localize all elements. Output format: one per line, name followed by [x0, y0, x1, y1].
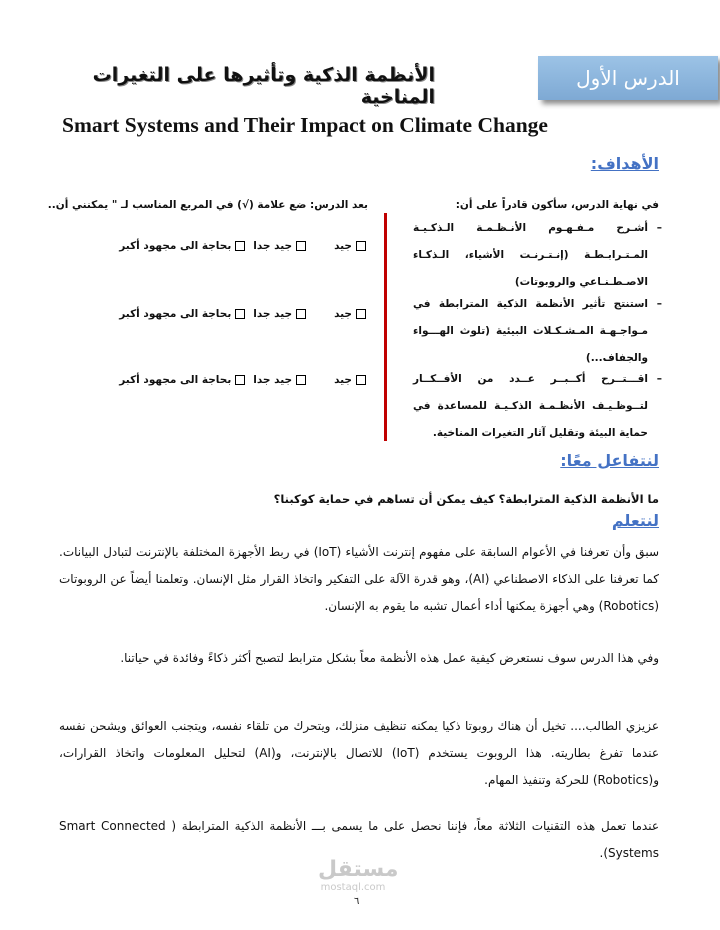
page-number: ٦	[354, 896, 360, 907]
page-title-arabic: الأنظمة الذكية وتأثيرها على التغيرات المناخية	[92, 64, 435, 108]
page-title-english: Smart Systems and Their Impact on Climate Change	[62, 113, 548, 137]
rating-label: بحاجة الى مجهود أكبر	[119, 308, 232, 320]
learn-paragraph: سبق وأن تعرفنا في الأعوام السابقة على مفهوم إنترنت الأشياء (IoT) في ربط الأجهزة المختلفة بالإنترنت لتبادل البيانات. كما تعرفنا على الذكاء الاصطناعي (AI)، وهو قدرة الآلة على التفكير واتخاذ القرار مثل الإنسان. وتعلمنا أيضاً عن الروبوتات (Robotics) وهي أجهزة يمكنها أداء أعمال تشبه ما يقوم به الإنسان.	[59, 545, 659, 613]
rating-option[interactable]	[119, 308, 247, 320]
rating-option[interactable]	[119, 374, 247, 386]
rating-option[interactable]	[253, 308, 308, 320]
watermark-logo	[318, 857, 399, 894]
rating-label: بحاجة الى مجهود أكبر	[119, 240, 232, 252]
learn-heading: لنتعلم	[611, 511, 659, 530]
bullet-dash: –	[656, 222, 662, 234]
rating-label: جيد جدا	[253, 374, 293, 386]
objective-item	[413, 366, 662, 447]
checkbox[interactable]	[235, 375, 245, 385]
after-lesson-instruction: بعد الدرس: ضع علامة (√) في المربع المناسب لـ " يمكنني أن..	[47, 199, 368, 211]
watermark-english: mostaql.com	[320, 882, 386, 893]
rating-label: جيد	[334, 240, 352, 252]
lesson-badge: الدرس الأول	[538, 56, 718, 100]
rating-option[interactable]	[119, 240, 247, 252]
checkbox[interactable]	[235, 309, 245, 319]
rating-label: بحاجة الى مجهود أكبر	[119, 374, 232, 386]
checkbox[interactable]	[356, 375, 366, 385]
rating-row	[78, 308, 368, 320]
rating-label: جيد	[334, 308, 352, 320]
objective-text: اقـــتــرح أكــبــر عــدد من الأفــكــار لتــوظـيـف الأنظـمـة الذكـيـة للمساعدة في حماية البيئة وتقليل آثار التغيرات المناخية.	[413, 373, 648, 439]
watermark-arabic: مستقل	[318, 857, 399, 882]
learn-paragraph: وفي هذا الدرس سوف نستعرض كيفية عمل هذه الأنظمة معاً بشكل مترابط لتصبح أكثر ذكاءً وفائدة في حياتنا.	[120, 651, 659, 665]
checkbox[interactable]	[356, 309, 366, 319]
checkbox[interactable]	[296, 241, 306, 251]
rating-label: جيد	[334, 374, 352, 386]
bullet-dash: –	[656, 373, 662, 385]
objective-text: أشـرح مـفـهـوم الأنـظـمـة الـذكـيـة المـتـرابـطـة (إنـتـرنـت الأشياء، الـذكـاء الاصـطـنـاعي والروبوتات)	[413, 222, 648, 288]
column-divider	[384, 213, 387, 441]
rating-option[interactable]	[253, 240, 308, 252]
learn-paragraph: عزيزي الطالب.... تخيل أن هناك روبوتا ذكيا يمكنه تنظيف منزلك، ويتحرك من تلقاء نفسه، ويتجنب العوائق ويشحن نفسه عندما تفرغ بطاريته. هذا الروبوت يستخدم (IoT) للاتصال بالإنترنت، و(AI) لتحليل المعلومات واتخاذ القرارات، و(Robotics) للحركة وتنفيذ المهام.	[59, 719, 659, 787]
objectives-intro: في نهاية الدرس، سأكون قادراً على أن:	[455, 199, 659, 211]
rating-label: جيد جدا	[253, 240, 293, 252]
checkbox[interactable]	[356, 241, 366, 251]
rating-option[interactable]	[334, 374, 368, 386]
checkbox[interactable]	[235, 241, 245, 251]
objective-item	[413, 291, 662, 372]
objective-text: استنتج تأثير الأنظمة الذكية المترابطة في مـواجـهـة المـشـكـلات البيئية (تلوث الهـــواء والجفاف...)	[413, 298, 648, 364]
rating-option[interactable]	[334, 308, 368, 320]
checkbox[interactable]	[296, 375, 306, 385]
objectives-heading: الأهداف:	[590, 154, 659, 173]
bullet-dash: –	[656, 298, 662, 310]
rating-option[interactable]	[253, 374, 308, 386]
checkbox[interactable]	[296, 309, 306, 319]
interact-heading: لنتفاعل معًا:	[560, 451, 659, 470]
rating-row	[78, 374, 368, 386]
rating-label: جيد جدا	[253, 308, 293, 320]
objective-item	[413, 215, 662, 296]
interact-question: ما الأنظمة الذكية المترابطة؟ كيف يمكن أن تساهم في حماية كوكبنا؟	[273, 492, 659, 506]
rating-option[interactable]	[334, 240, 368, 252]
rating-row	[78, 240, 368, 252]
learn-paragraph: عندما تعمل هذه التقنيات الثلاثة معاً، فإننا نحصل على ما يسمى بـــ الأنظمة الذكية المترابطة ( Smart Connected Systems).	[59, 819, 660, 860]
